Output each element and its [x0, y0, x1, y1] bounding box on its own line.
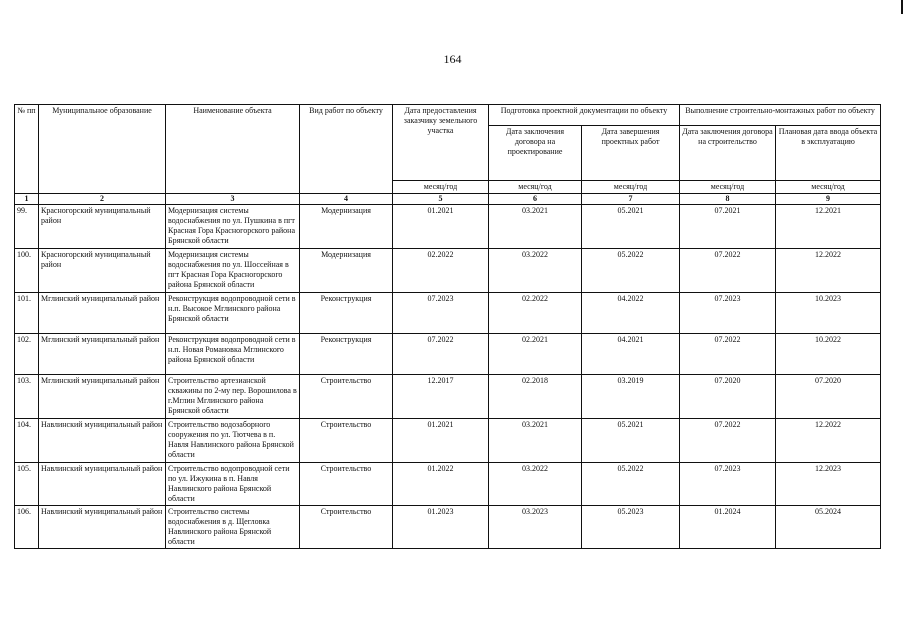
header-row-top [15, 105, 881, 126]
header-municipality: Муниципальное образование [39, 105, 166, 194]
row-land-date: 07.2022 [393, 334, 489, 375]
row-municipality: Навлинский муниципальный район [39, 463, 166, 506]
table-row [15, 249, 881, 293]
row-commissioning: 07.2020 [776, 375, 881, 419]
table-row [15, 334, 881, 375]
row-n: 103. [15, 375, 39, 419]
col-number: 2 [39, 194, 166, 205]
column-numbers-row [15, 194, 881, 205]
row-object: Строительство водопроводной сети по ул. Ижукина в п. Навля Навлинского района Брянской области [166, 463, 300, 506]
header-construction-contract: Дата заключения договора на строительство [680, 126, 776, 181]
header-design-group: Подготовка проектной документации по объекту [489, 105, 680, 126]
unit-design-contract: месяц/год [489, 181, 582, 194]
unit-land-date: месяц/год [393, 181, 489, 194]
row-design-end: 04.2021 [582, 334, 680, 375]
row-work-type: Реконструкция [300, 293, 393, 334]
table-row [15, 205, 881, 249]
col-number: 4 [300, 194, 393, 205]
row-construction-contract: 07.2020 [680, 375, 776, 419]
col-number: 1 [15, 194, 39, 205]
row-design-contract: 02.2021 [489, 334, 582, 375]
row-municipality: Мглинский муниципальный район [39, 293, 166, 334]
row-work-type: Строительство [300, 463, 393, 506]
row-commissioning: 12.2022 [776, 249, 881, 293]
row-work-type: Строительство [300, 419, 393, 463]
row-design-end: 05.2022 [582, 463, 680, 506]
row-commissioning: 10.2022 [776, 334, 881, 375]
row-municipality: Навлинский муниципальный район [39, 419, 166, 463]
row-design-contract: 03.2022 [489, 249, 582, 293]
table-row [15, 419, 881, 463]
header-construction-group: Выполнение строительно-монтажных работ по объекту [680, 105, 881, 126]
row-design-contract: 03.2021 [489, 205, 582, 249]
row-object: Реконструкция водопроводной сети в н.п. Новая Романовка Мглинского района Брянской области [166, 334, 300, 375]
col-number: 8 [680, 194, 776, 205]
unit-construction-contract: месяц/год [680, 181, 776, 194]
row-construction-contract: 07.2023 [680, 463, 776, 506]
row-n: 105. [15, 463, 39, 506]
col-number: 3 [166, 194, 300, 205]
row-land-date: 12.2017 [393, 375, 489, 419]
row-design-end: 04.2022 [582, 293, 680, 334]
row-n: 102. [15, 334, 39, 375]
col-number: 9 [776, 194, 881, 205]
row-construction-contract: 07.2022 [680, 249, 776, 293]
row-land-date: 01.2023 [393, 506, 489, 549]
row-design-end: 05.2021 [582, 205, 680, 249]
row-design-contract: 03.2021 [489, 419, 582, 463]
row-municipality: Красногорский муниципальный район [39, 249, 166, 293]
row-object: Реконструкция водопроводной сети в н.п. Высокое Мглинского района Брянской области [166, 293, 300, 334]
row-construction-contract: 07.2021 [680, 205, 776, 249]
row-work-type: Строительство [300, 375, 393, 419]
row-design-end: 05.2022 [582, 249, 680, 293]
row-municipality: Мглинский муниципальный район [39, 375, 166, 419]
row-construction-contract: 07.2022 [680, 334, 776, 375]
row-object: Строительство системы водоснабжения в д. Щегловка Навлинского района Брянской области [166, 506, 300, 549]
table-row [15, 375, 881, 419]
header-n: № пп [15, 105, 39, 194]
col-number: 7 [582, 194, 680, 205]
row-commissioning: 05.2024 [776, 506, 881, 549]
header-land-date: Дата предоставления заказчику земельного участка [393, 105, 489, 181]
page-number: 164 [443, 52, 462, 66]
row-design-contract: 02.2022 [489, 293, 582, 334]
row-commissioning: 12.2023 [776, 463, 881, 506]
unit-design-end: месяц/год [582, 181, 680, 194]
row-municipality: Навлинский муниципальный район [39, 506, 166, 549]
row-n: 101. [15, 293, 39, 334]
row-design-contract: 02.2018 [489, 375, 582, 419]
scan-edge-mark [901, 0, 903, 14]
row-work-type: Реконструкция [300, 334, 393, 375]
row-n: 100. [15, 249, 39, 293]
table-row [15, 506, 881, 549]
row-design-end: 05.2023 [582, 506, 680, 549]
header-object: Наименование объекта [166, 105, 300, 194]
row-n: 106. [15, 506, 39, 549]
row-work-type: Модернизация [300, 249, 393, 293]
header-commissioning: Плановая дата ввода объекта в эксплуатацию [776, 126, 881, 181]
row-n: 104. [15, 419, 39, 463]
row-land-date: 02.2022 [393, 249, 489, 293]
row-n: 99. [15, 205, 39, 249]
header-design-end: Дата завершения проектных работ [582, 126, 680, 181]
row-land-date: 07.2023 [393, 293, 489, 334]
row-design-contract: 03.2023 [489, 506, 582, 549]
row-design-end: 03.2019 [582, 375, 680, 419]
row-commissioning: 12.2021 [776, 205, 881, 249]
row-design-contract: 03.2022 [489, 463, 582, 506]
row-land-date: 01.2021 [393, 419, 489, 463]
col-number: 6 [489, 194, 582, 205]
row-object: Строительство артезианской скважины по 2-му пер. Ворошилова в г.Мглин Мглинского района Брянской области [166, 375, 300, 419]
row-object: Модернизация системы водоснабжения по ул. Пушкина в пгт Красная Гора Красногорского района Брянской области [166, 205, 300, 249]
row-construction-contract: 07.2023 [680, 293, 776, 334]
row-object: Модернизация системы водоснабжения по ул. Шоссейная в пгт Красная Гора Красногорского района Брянской области [166, 249, 300, 293]
row-commissioning: 10.2023 [776, 293, 881, 334]
row-commissioning: 12.2022 [776, 419, 881, 463]
row-construction-contract: 07.2022 [680, 419, 776, 463]
row-municipality: Мглинский муниципальный район [39, 334, 166, 375]
row-object: Строительство водозаборного сооружения по ул. Тютчева в п. Навля Навлинского района Брянской области [166, 419, 300, 463]
objects-table [14, 104, 881, 549]
row-land-date: 01.2021 [393, 205, 489, 249]
table-row [15, 293, 881, 334]
row-work-type: Модернизация [300, 205, 393, 249]
row-work-type: Строительство [300, 506, 393, 549]
header-design-contract: Дата заключения договора на проектирование [489, 126, 582, 181]
row-design-end: 05.2021 [582, 419, 680, 463]
col-number: 5 [393, 194, 489, 205]
row-municipality: Красногорский муниципальный район [39, 205, 166, 249]
row-land-date: 01.2022 [393, 463, 489, 506]
row-construction-contract: 01.2024 [680, 506, 776, 549]
header-work-type: Вид работ по объекту [300, 105, 393, 194]
unit-commissioning: месяц/год [776, 181, 881, 194]
table-row [15, 463, 881, 506]
